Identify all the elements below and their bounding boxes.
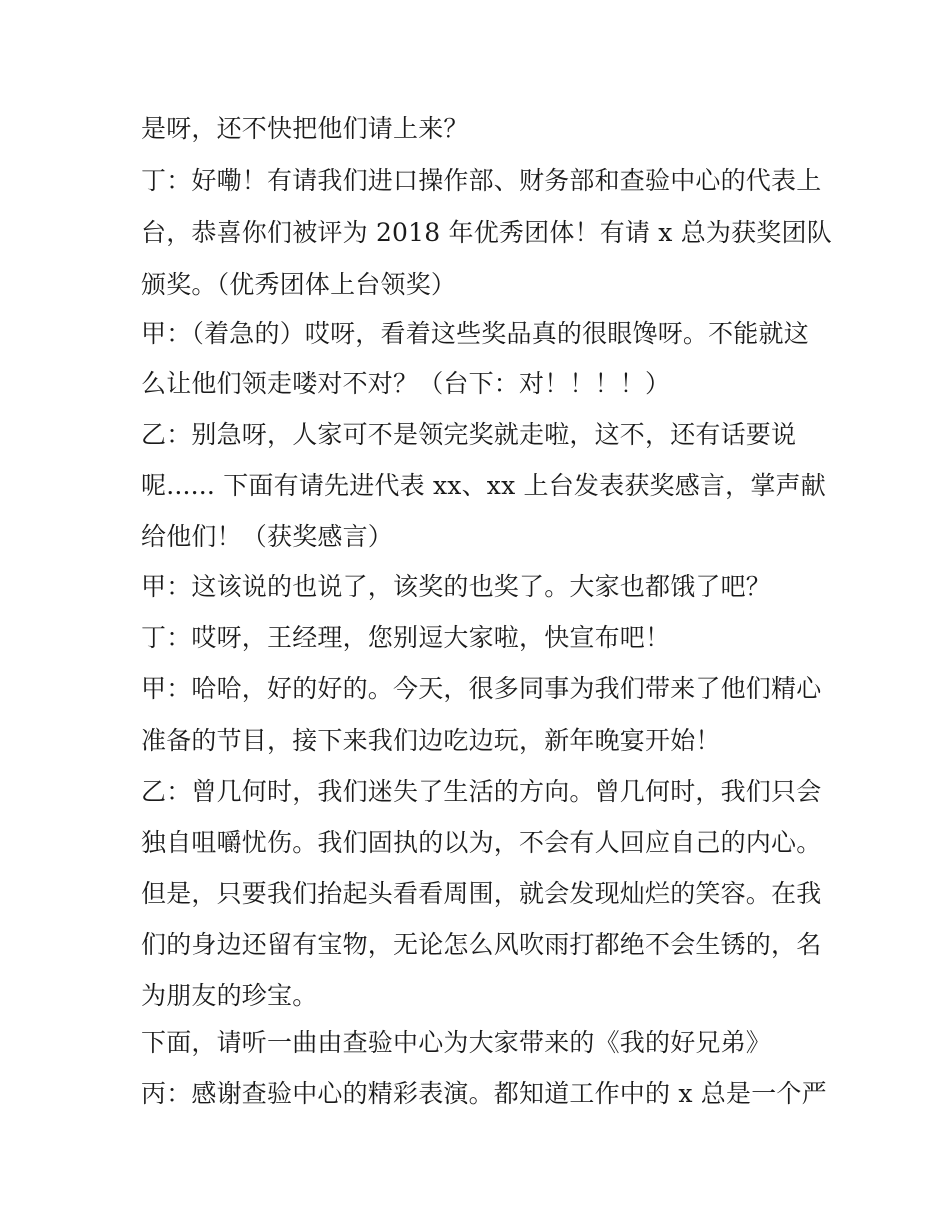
text-line: 丁：哎呀，王经理，您别逗大家啦，快宣布吧！ xyxy=(141,623,671,652)
text-line: 给他们！（获奖感言） xyxy=(141,522,394,551)
text-line: 甲：这该说的也说了，该奖的也奖了。大家也都饿了吧？ xyxy=(141,572,772,601)
text-line: 准备的节目，接下来我们边吃边玩，新年晚宴开始！ xyxy=(141,726,721,755)
text-line: 台，恭喜你们被评为 2018 年优秀团体！有请 x 总为获奖团队 xyxy=(141,218,832,247)
text-line: 呢...... 下面有请先进代表 xx、xx 上台发表获奖感言，掌声献 xyxy=(141,471,826,500)
text-line: 丁：好嘞！有请我们进口操作部、财务部和查验中心的代表上 xyxy=(141,166,822,195)
text-line: 甲：哈哈，好的好的。今天，很多同事为我们带来了他们精心 xyxy=(141,674,822,703)
text-line: 么让他们领走喽对不对？（台下：对！！！！） xyxy=(141,369,671,398)
text-line: 乙：曾几何时，我们迷失了生活的方向。曾几何时，我们只会 xyxy=(141,777,822,806)
text-line: 是呀，还不快把他们请上来？ xyxy=(141,114,469,143)
text-line: 乙：别急呀，人家可不是领完奖就走啦，这不，还有话要说 xyxy=(141,420,797,449)
text-line: 颁奖。（优秀团体上台领奖） xyxy=(141,270,457,299)
text-line: 们的身边还留有宝物，无论怎么风吹雨打都绝不会生锈的，名 xyxy=(141,930,822,959)
text-line: 甲：（着急的）哎呀，看着这些奖品真的很眼馋呀。不能就这 xyxy=(141,319,809,348)
text-line: 丙：感谢查验中心的精彩表演。都知道工作中的 x 总是一个严 xyxy=(141,1079,827,1108)
text-line: 独自咀嚼忧伤。我们固执的以为，不会有人回应自己的内心。 xyxy=(141,828,822,857)
text-line: 但是，只要我们抬起头看看周围，就会发现灿烂的笑容。在我 xyxy=(141,879,822,908)
text-line: 为朋友的珍宝。 xyxy=(141,981,318,1010)
text-line: 下面，请听一曲由查验中心为大家带来的《我的好兄弟》 xyxy=(141,1028,772,1057)
